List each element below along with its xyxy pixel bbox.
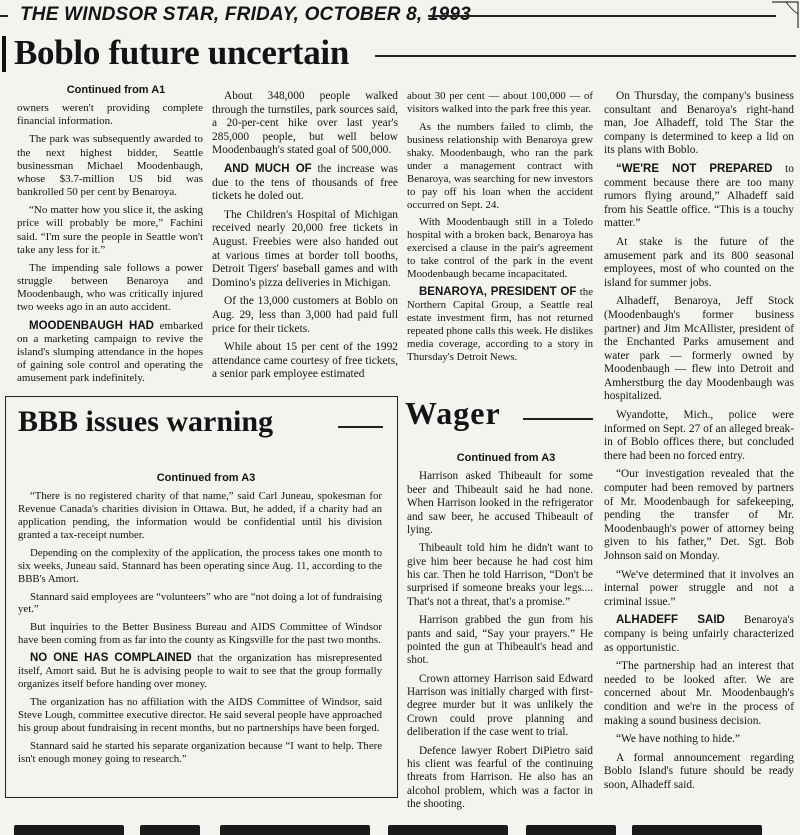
bbb-headline: BBB issues warning	[18, 405, 274, 438]
paragraph	[604, 660, 794, 728]
masthead	[0, 4, 800, 28]
paragraph-text: Depending on the complexity of the application, the process takes one month to six weeks, Juneau said. Stannard has been operating since Aug. 11, according to the BBB's Amort.	[18, 546, 382, 585]
paragraph-text: Stannard said employees are “volunteers” who are “not doing a lot of fundraising yet.”	[18, 590, 382, 616]
paragraph-text: owners weren't providing complete financial information.	[17, 102, 203, 128]
paragraph	[407, 745, 593, 812]
headline-bar	[2, 36, 6, 72]
main-story-column-3	[407, 90, 593, 369]
paragraph-text: As the numbers failed to climb, the business relationship with Benaroya grew shaky. Moodenbaugh, who ran the park under a management contract with Benaroya, was searching for new investors to pay off his loan when the accident occurred on Sept. 24.	[407, 120, 593, 211]
paragraph-lead-in: “WE'RE NOT PREPARED	[616, 162, 773, 175]
paragraph-lead-in: BENAROYA, PRESIDENT OF	[419, 286, 577, 299]
paragraph-lead-in: ALHADEFF SAID	[616, 614, 725, 627]
paragraph	[604, 752, 794, 793]
main-headline	[0, 32, 800, 76]
paragraph	[18, 621, 382, 647]
paragraph-text: With Moodenbaugh still in a Toledo hospital with a broken back, Benaroya has exercised a clause in the pair's agreement to take control of the park in the event Moodenbaugh became incapacitated.	[407, 216, 593, 281]
paragraph	[17, 262, 203, 315]
masthead-rule-right	[428, 15, 776, 17]
paragraph	[604, 295, 794, 404]
paragraph-text: “The partnership had an interest that needed to be looked after. We are concerned about Mr. Moodenbaugh's condition and we're in the process of making a sound business decision.	[604, 660, 794, 727]
paragraph-text: Stannard said he started his separate organization because “I want to help. There isn't enough money going to research.”	[18, 739, 382, 765]
paragraph-text: that the organization has misrepresented itself, Amort said. But he is advising people to wait to see that the group formally organizes itself before handing over money.	[18, 652, 382, 691]
paragraph-text: The park was subsequently awarded to the next highest bidder, Seattle businessman Michael Moodenbaugh, whose $3.7-million US bid was bankrolled 50 per cent by Benaroya.	[17, 133, 203, 199]
paragraph-text: Benaroya's company is being unfairly characterized as opportunistic.	[604, 614, 794, 654]
paragraph-text: About 348,000 people walked through the turnstiles, park sources said, a 20-per-cent hike over last year's 285,000 people, but well below Moodenbaugh's stated goal of 500,000.	[212, 90, 398, 157]
paragraph-text: about 30 per cent — about 100,000 — of visitors walked into the park free this year.	[407, 90, 593, 115]
page-corner-curl-icon	[770, 0, 800, 30]
paragraph	[17, 102, 203, 128]
paragraph-text: Defence lawyer Robert DiPietro said his client was fearful of the continuing threats from Harrison. He also has an alcohol problem, which was a factor in the shooting.	[407, 744, 593, 810]
paragraph-text: “There is no registered charity of that name,” said Carl Juneau, spokesman for Revenue Canada's charities division in Ottawa. But, he added, if a charity had an application pending, the information would be confidential until his division granted a tax-receipt number.	[18, 489, 382, 541]
paragraph	[604, 614, 794, 655]
paragraph-text: On Thursday, the company's business consultant and Benaroya's right-hand man, Joe Alhadeff, told The Star the company is determined to keep a lid on its plans with Boblo.	[604, 90, 794, 157]
paragraph-text: The impending sale follows a power struggle between Benaroya and Moodenbaugh, who was critically injured two weeks ago in an auto accident.	[17, 261, 203, 314]
masthead-rule-left	[0, 15, 8, 17]
headline-rule	[375, 55, 796, 57]
paragraph	[407, 121, 593, 212]
paragraph-text: “No matter how you slice it, the asking price will probably be more,” Fachini said. “I'm sure the people in Seattle won't take any less for it.”	[17, 204, 203, 256]
paragraph-text: Alhadeff, Benaroya, Jeff Stock (Moodenbaugh's former business partner) and Jim McAllister, president of the Enchanted Parks amusement and water park — formerly owned by Moodenbaugh — flew into Detroit and Amherstburg the day Moodenbaugh was hospitalized.	[604, 295, 794, 403]
paragraph-text: Thibeault told him he didn't want to give him beer because he had cost him his car. Then he told Harrison, “Don't be surprised if someone breaks your legs.... That's not a threat, that's a promise.”	[407, 542, 593, 608]
paragraph-text: The organization has no affiliation with the AIDS Committee of Windsor, said Steve Lough, committee executive director. He said several people have approached his group about fundraising in recent months, but no partnerships have been forged.	[18, 696, 382, 734]
paragraph	[407, 542, 593, 609]
paragraph	[604, 163, 794, 231]
paragraph-text: But inquiries to the Better Business Bureau and AIDS Committee of Windsor have been coming from as far into the county as Kingsville for the past two months.	[18, 621, 382, 647]
bbb-headline-rule	[338, 426, 383, 428]
paragraph-text: Of the 13,000 customers at Boblo on Aug. 29, less than 3,000 had paid full price for their tickets.	[212, 295, 398, 335]
paragraph	[18, 591, 382, 617]
paragraph	[212, 90, 398, 158]
wager-headline-rule	[523, 418, 593, 420]
paragraph-text: Harrison grabbed the gun from his pants and said, “Say your prayers.” He pointed the gun at Thibeault's head and shot.	[407, 614, 593, 667]
main-story-column-2	[212, 90, 398, 387]
paragraph	[604, 236, 794, 290]
bbb-story-body	[18, 472, 382, 771]
paragraph-text: At stake is the future of the amusement park and its 800 seasonal employees, most of who counted on the island for summer jobs.	[604, 235, 794, 289]
paragraph-text: While about 15 per cent of the 1992 attendance came courtesy of free tickets, a senior park employee estimated	[212, 341, 398, 381]
main-story-column-4	[604, 90, 794, 798]
paragraph	[407, 614, 593, 668]
paragraph-lead-in: AND MUCH OF	[224, 162, 312, 175]
paragraph	[212, 209, 398, 291]
paragraph-lead-in: MOODENBAUGH HAD	[29, 319, 154, 332]
paragraph-text: A formal announcement regarding Boblo Island's future should be ready soon, Alhadeff said.	[604, 751, 794, 791]
paragraph-text: to comment because there are too many rumors flying around,” Alhadeff said from his Seattle office. “This is a touchy matter.”	[604, 162, 794, 230]
paragraph	[212, 341, 398, 382]
headline-text: Boblo future uncertain	[14, 33, 349, 72]
main-story-column-1	[17, 84, 203, 390]
paragraph	[407, 470, 593, 537]
paragraph-text: the Northern Capital Group, a Seattle real estate investment firm, has not returned repeated phone calls this week. He dislikes media coverage, according to a story in Thursday's Detroit News.	[407, 286, 593, 363]
paragraph-text: Wyandotte, Mich., police were informed on Sept. 27 of an alleged break-in of Boblo offices there, but concluded there had been no forced entry.	[604, 409, 794, 462]
paragraph	[212, 163, 398, 204]
paragraph	[604, 569, 794, 610]
paragraph	[604, 90, 794, 158]
paragraph	[407, 216, 593, 281]
paragraph	[604, 733, 794, 747]
paragraph-text: The Children's Hospital of Michigan received nearly 20,000 free tickets in August. Freebies were also handed out at various times at border toll booths, Detroit Tigers' baseball games and with Domino's pizza deliveries in Michigan.	[212, 208, 398, 289]
paragraph	[212, 295, 398, 336]
paragraph	[407, 90, 593, 116]
paragraph	[18, 490, 382, 542]
paragraph	[604, 409, 794, 463]
paragraph	[18, 652, 382, 691]
paragraph-text: Crown attorney Harrison said Edward Harrison was initially charged with first-degree murder but it was unlikely the Crown could prove planning and deliberation if the case went to trial.	[407, 672, 593, 739]
paragraph	[407, 286, 593, 364]
paragraph	[604, 468, 794, 563]
paragraph-text: “Our investigation revealed that the computer had been removed by partners of Mr. Moodenbaugh for safekeeping, pending the transfer of Mr. Moodenbaugh's power of attorney being given to his father,” Det. Sgt. Bob Johnson said on Monday.	[604, 468, 794, 562]
paragraph-text: “We've determined that it involves an internal power struggle and not a criminal issue.”	[604, 568, 794, 608]
paragraph	[18, 740, 382, 766]
paragraph-text: “We have nothing to hide.”	[616, 733, 741, 746]
continued-label: Continued from A3	[156, 472, 256, 484]
masthead-text: THE WINDSOR STAR, FRIDAY, OCTOBER 8, 1993	[20, 4, 471, 25]
paragraph	[17, 133, 203, 199]
paragraph	[18, 696, 382, 735]
paragraph-text: Harrison asked Thibeault for some beer and Thibeault said he had none. When Harrison looked in the refrigerator and saw beer, he accused Thibeault of lying.	[407, 470, 593, 536]
continued-label: Continued from A3	[456, 452, 556, 464]
continued-label: Continued from A1	[66, 84, 166, 96]
cut-off-next-headline	[0, 822, 800, 835]
paragraph-text: embarked on a marketing campaign to revive the island's slumping attendance in the hopes of gaining sole control and operating the amusement park indefinitely.	[17, 319, 203, 385]
paragraph-text: the increase was due to the tens of thousands of free tickets he doled out.	[212, 162, 398, 203]
paragraph-lead-in: NO ONE HAS COMPLAINED	[30, 652, 192, 665]
paragraph	[18, 547, 382, 586]
wager-headline: Wager	[405, 395, 501, 431]
paragraph	[17, 204, 203, 257]
paragraph	[407, 673, 593, 740]
paragraph	[17, 320, 203, 386]
wager-story-body	[407, 452, 593, 816]
